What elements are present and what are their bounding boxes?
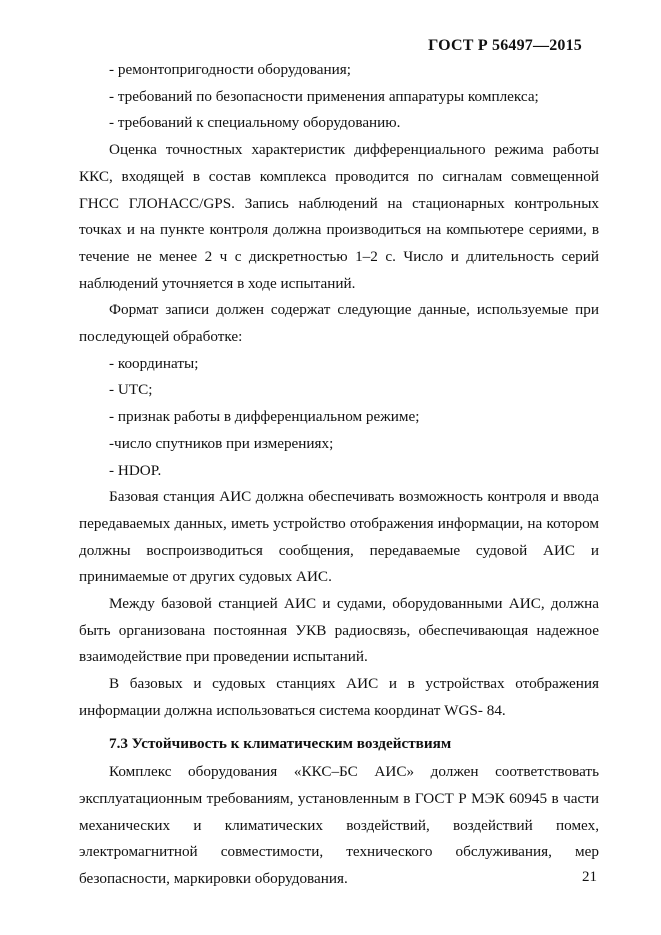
paragraph-coordinate-system: В базовых и судовых станциях АИС и в устройствах отображения информации должна использоваться система координат WGS- 84. xyxy=(79,675,599,719)
list-item: - координаты; xyxy=(109,354,199,372)
section-heading: 7.3 Устойчивость к климатическим воздействиям xyxy=(109,734,452,752)
list-item: - HDOP. xyxy=(109,461,162,479)
standard-header: ГОСТ Р 56497—2015 xyxy=(428,37,582,54)
paragraph-climate-requirements: Комплекс оборудования «ККС–БС АИС» должен соответствовать эксплуатационным требованиям, установленным в ГОСТ Р МЭК 60945 в части механических и климатических воздействий, воздействий помех, электромагнитной совместимости, технического обслуживания, мер безопасности, маркировки оборудования. xyxy=(79,763,599,888)
page-content xyxy=(79,57,599,893)
page-number: 21 xyxy=(582,869,597,885)
list-item: - требований к специальному оборудованию. xyxy=(109,114,401,132)
list-item: - признак работы в дифференциальном режиме; xyxy=(109,408,420,426)
paragraph-accuracy-evaluation: Оценка точностных характеристик дифференциального режима работы ККС, входящей в состав комплекса проводится по сигналам совмещенной ГНСС ГЛОНАСС/GPS. Запись наблюдений на стационарных контрольных точках и на пункте контроля должна производиться на компьютере сериями, в течение не менее 2 ч с дискретностью 1–2 с. Число и длительность серий наблюдений уточняется в ходе испытаний. xyxy=(79,141,599,292)
paragraph-record-format: Формат записи должен содержат следующие данные, используемые при последующей обработке: xyxy=(79,301,599,346)
list-item: - ремонтопригодности оборудования; xyxy=(109,61,351,78)
list-item: -число спутников при измерениях; xyxy=(109,434,334,452)
paragraph-base-station: Базовая станция АИС должна обеспечивать возможность контроля и ввода передаваемых данных, иметь устройство отображения информации, на котором должны воспроизводиться сообщения, передаваемые судовой АИС и принимаемые от других судовых АИС. xyxy=(79,488,599,586)
paragraph-vhf-link: Между базовой станцией АИС и судами, оборудованными АИС, должна быть организована постоянная УКВ радиосвязь, обеспечивающая надежное взаимодействие при проведении испытаний. xyxy=(79,595,599,666)
list-item: - требований по безопасности применения аппаратуры комплекса; xyxy=(109,87,539,105)
list-item: - UTC; xyxy=(109,381,153,399)
